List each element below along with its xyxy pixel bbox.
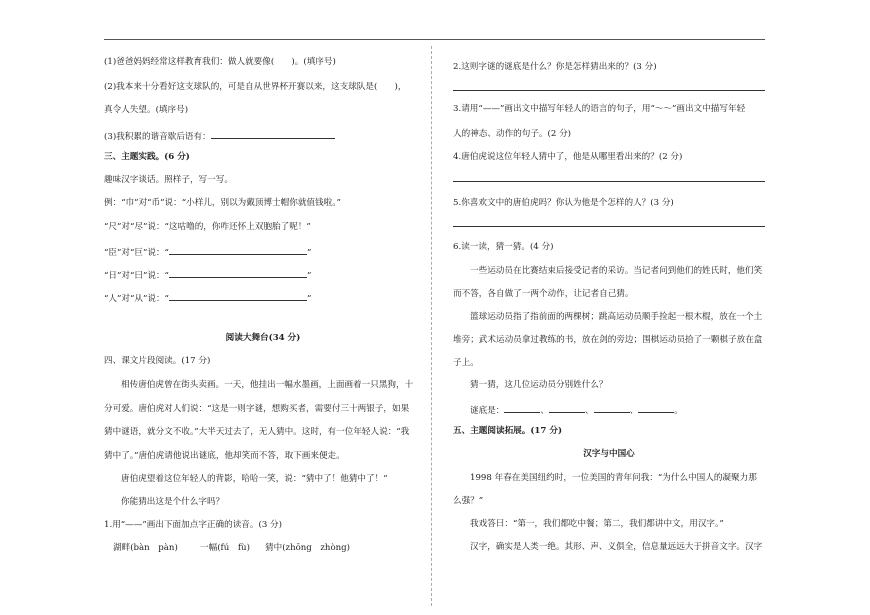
separator: 、 [540, 406, 549, 416]
separator: 、 [629, 406, 639, 416]
paragraph-line: 猜一猜，这几位运动员分别姓什么？ [470, 380, 608, 390]
quote-mark: ” [306, 271, 312, 281]
pinyin-item[interactable]: 湖畔(bàn pàn) [113, 543, 178, 553]
question-text: 真令人失望。(填序号) [104, 105, 189, 115]
question-text: 6.读一读，猜一猜。(4 分) [453, 242, 554, 252]
paragraph-line: 你能猜出这是个什么字吗？ [121, 497, 225, 507]
fill-label: “人”对“从”说：“ [104, 294, 169, 304]
question-text [104, 129, 335, 142]
question-text: (2)我本来十分看好这支球队的，可是自从世界杯开赛以来，这支球队是( )， [104, 82, 407, 92]
instruction-text: 趣味汉字谈话。照样子，写一写。 [104, 175, 233, 185]
section-title: 五、主题阅读拓展。(17 分) [453, 426, 563, 436]
article-title: 汉字与中国心 [583, 449, 635, 459]
header-rule [104, 39, 765, 40]
fill-row [104, 291, 311, 304]
question-text: 5.你喜欢文中的唐伯虎吗？你认为他是个怎样的人？(3 分) [453, 198, 674, 208]
paragraph-line: 猜中谜语，就分文不收。”大半天过去了，无人猜中。这时，有一位年轻人说：“我 [104, 427, 410, 437]
paragraph-line: 唐伯虎望着这位年轻人的背影，哈哈一笑，说：“猜中了！他猜中了！” [121, 474, 388, 484]
answer-blank[interactable] [504, 403, 540, 413]
paragraph-line: 一些运动员在比赛结束后接受记者的采访。当记者问到他们的姓氏时，他们笑 [470, 266, 763, 276]
quote-mark: ” [306, 248, 312, 258]
fill-row [104, 268, 311, 281]
question-text: 3.请用“——”画出文中描写年轻人的语言的句子，用“～～”画出文中描写年轻 [453, 104, 746, 114]
answer-blank[interactable] [549, 403, 585, 413]
section-title: 三、主题实践。(6 分) [104, 152, 190, 162]
question-text: 4.唐伯虎说这位年轻人猜中了，他是从哪里看出来的？(2 分) [453, 152, 683, 162]
paragraph-line: 而不答，各自做了一两个动作，让记者自己猜。 [453, 289, 634, 299]
paragraph-line: 汉字，确实是人类一绝。其形、声、义俱全，信息量远远大于拼音文字。汉字 [470, 542, 763, 552]
paragraph-line: 猜中了。”唐伯虎请他说出谜底，他却笑而不答，取下画来便走。 [104, 451, 345, 461]
answer-line[interactable] [453, 226, 765, 227]
fill-label: “日”对“曰”说：“ [104, 271, 169, 281]
answer-label: 谜底是： [470, 406, 505, 416]
answer-blank[interactable] [211, 129, 335, 139]
answer-blank[interactable] [169, 291, 307, 301]
part-title: 阅读大舞台(34 分) [225, 333, 301, 343]
answer-blank[interactable] [169, 245, 307, 255]
question-text: 1.用“——”画出下面加点字正确的读音。(3 分) [104, 520, 282, 530]
paragraph-line: 堆旁；武术运动员拿过教练的书，放在剑的旁边；围棋运动员拾了一颗棋子放在盒 [453, 335, 763, 345]
paragraph-line: 我戏答曰：“第一，我们都吃中餐；第二，我们都讲中文，用汉字。” [470, 519, 724, 529]
pinyin-item[interactable]: 一幅(fú fù) [200, 543, 250, 553]
example-text: “尺”对“尽”说：“这咕噜的，你咋还怀上双胞胎了呢！” [104, 222, 311, 232]
paragraph-line: 1998 年春在美国纽约时，一位美国的青年问我：“为什么中国人的凝聚力那 [470, 473, 757, 483]
question-text: (1)爸爸妈妈经常这样教育我们：做人就要像( )。(填序号) [104, 57, 336, 67]
answer-blank[interactable] [169, 268, 307, 278]
paragraph-line: 相传唐伯虎曾在街头卖画。一天，他挂出一幅水墨画，上面画着一只黑狗，十 [121, 380, 414, 390]
section-title: 四、课文片段阅读。(17 分) [104, 356, 211, 366]
question-text: 2.这则字谜的谜底是什么？你是怎样猜出来的？(3 分) [453, 62, 657, 72]
quote-mark: ” [306, 294, 312, 304]
question-label: (3)我积累的谐音歇后语有： [104, 132, 211, 142]
period: 。 [674, 406, 683, 416]
separator: 、 [585, 406, 594, 416]
paragraph-line: 分可爱。唐伯虎对人们说：“这是一则字谜，想购买者，需要付三十两银子，如果 [104, 404, 410, 414]
answer-row [470, 403, 683, 416]
paragraph-line: 么强？” [453, 496, 484, 506]
question-text: 人的神态、动作的句子。(2 分) [453, 129, 572, 139]
example-text: 例：“巾”对“币”说：“小样儿，别以为戴顶博士帽你就值钱啦。” [104, 198, 341, 208]
pinyin-item[interactable]: 猜中(zhōng zhòng) [265, 543, 351, 553]
answer-blank[interactable] [638, 403, 674, 413]
answer-line[interactable] [453, 90, 765, 91]
paragraph-line: 篮球运动员指了指前面的两棵树；跳高运动员顺手捡起一根木棍，放在一个土 [470, 312, 763, 322]
answer-line[interactable] [453, 181, 765, 182]
column-divider [431, 46, 432, 606]
answer-blank[interactable] [594, 403, 630, 413]
paragraph-line: 子上。 [453, 358, 479, 368]
fill-label: “臣”对“巨”说：“ [104, 248, 169, 258]
fill-row [104, 245, 311, 258]
